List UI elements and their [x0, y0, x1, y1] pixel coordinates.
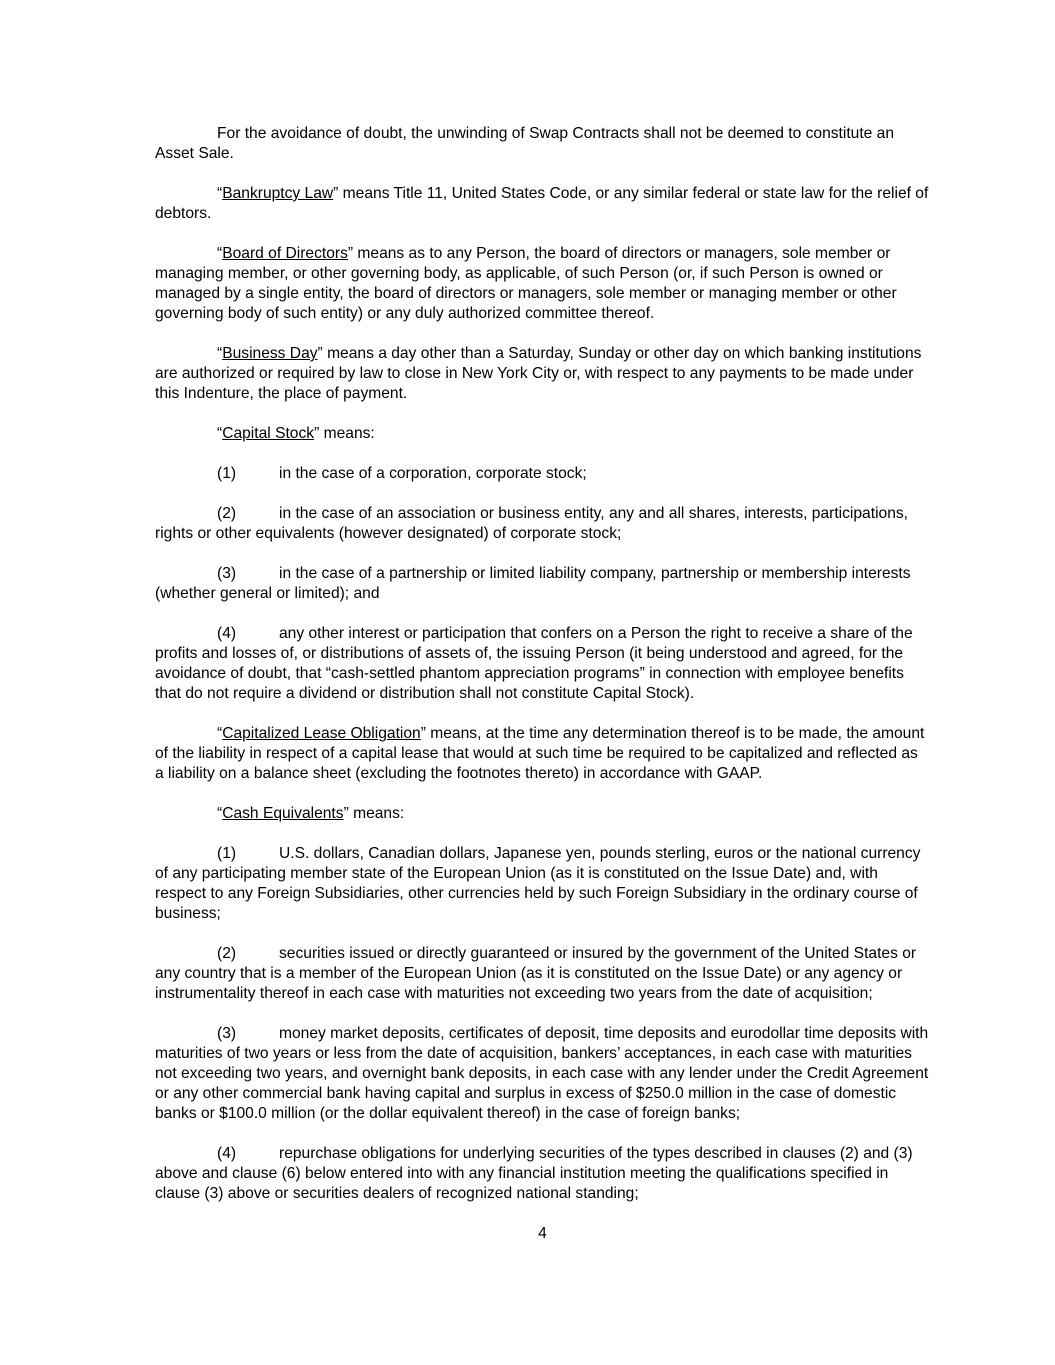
clause-number: (4): [217, 625, 237, 642]
capital-stock-clause-4: [155, 624, 930, 704]
clause-text: in the case of a corporation, corporate stock;: [279, 465, 587, 482]
definition-capitalized-lease-obligation: [155, 724, 930, 784]
defined-term: Business Day: [222, 345, 318, 362]
definition-text: ” means:: [343, 805, 405, 822]
definition-text: ” means:: [314, 425, 375, 442]
clause-number: (3): [217, 565, 237, 582]
clause-text: U.S. dollars, Canadian dollars, Japanese yen, pounds sterling, euros or the national currency of any participating member state of the European Union (as it is constituted on the Issue Date) and, with respect to any Foreign Subsidiaries, other currencies held by such Foreign Subsidiary in the ordinary course of business;: [155, 845, 921, 922]
capital-stock-clause-2: [155, 504, 930, 544]
open-quote: “: [217, 805, 223, 822]
clause-text: any other interest or participation that confers on a Person the right to receive a share of the profits and losses of, or distributions of assets of, the issuing Person (it being understood and agreed, for the avoidance of doubt, that “cash-settled phantom appreciation programs” in connection with employee benefits that do not require a dividend or distribution shall not constitute Capital Stock).: [155, 625, 913, 702]
defined-term: Bankruptcy Law: [222, 185, 334, 202]
capital-stock-clause-1: [155, 464, 930, 484]
document-page: [155, 124, 930, 1224]
open-quote: “: [217, 425, 223, 442]
open-quote: “: [217, 725, 223, 742]
defined-term: Capitalized Lease Obligation: [222, 725, 421, 742]
clause-number: (3): [217, 1025, 237, 1042]
defined-term: Capital Stock: [222, 425, 315, 442]
clause-text: securities issued or directly guaranteed or insured by the government of the United States or any country that is a member of the European Union (as it is constituted on the Issue Date) or any agency or instrumentality thereof in each case with maturities not exceeding two years from the date of acquisition;: [155, 945, 917, 1002]
definition-board-of-directors: [155, 244, 930, 324]
clause-number: (2): [217, 945, 237, 962]
definition-text: ” means as to any Person, the board of directors or managers, sole member or managing member, or other governing body, as applicable, of such Person (or, if such Person is owned or managed by a single entity, the board of directors or managers, sole member or managing member or other governing body of such entity) or any duly authorized committee thereof.: [155, 245, 897, 322]
definition-capital-stock: [155, 424, 930, 444]
open-quote: “: [217, 185, 223, 202]
cash-equivalents-clause-2: [155, 944, 930, 1004]
definition-business-day: [155, 344, 930, 404]
clause-number: (2): [217, 505, 237, 522]
definition-text: ” means, at the time any determination thereof is to be made, the amount of the liability in respect of a capital lease that would at such time be required to be capitalized and reflected as a liability on a balance sheet (excluding the footnotes thereto) in accordance with GAAP.: [155, 725, 925, 782]
clause-text: in the case of an association or business entity, any and all shares, interests, participations, rights or other equivalents (however designated) of corporate stock;: [155, 505, 909, 542]
open-quote: “: [217, 245, 223, 262]
capital-stock-clause-3: [155, 564, 930, 604]
paragraph-swap-contracts: [155, 124, 930, 164]
open-quote: “: [217, 345, 223, 362]
defined-term: Board of Directors: [222, 245, 348, 262]
definition-cash-equivalents: [155, 804, 930, 824]
clause-text: in the case of a partnership or limited liability company, partnership or membership interests (whether general or limited); and: [155, 565, 911, 602]
clause-text: repurchase obligations for underlying securities of the types described in clauses (2) and (3) above and clause (6) below entered into with any financial institution meeting the qualifications specified in clause (3) above or securities dealers of recognized national standing;: [155, 1145, 913, 1202]
cash-equivalents-clause-1: [155, 844, 930, 924]
clause-number: (4): [217, 1145, 237, 1162]
paragraph-text: For the avoidance of doubt, the unwinding of Swap Contracts shall not be deemed to constitute an Asset Sale.: [155, 125, 895, 162]
definition-bankruptcy-law: [155, 184, 930, 224]
page-number: 4: [538, 1225, 547, 1242]
definition-text: ” means a day other than a Saturday, Sunday or other day on which banking institutions are authorized or required by law to close in New York City or, with respect to any payments to be made under this Indenture, the place of payment.: [155, 345, 922, 402]
defined-term: Cash Equivalents: [222, 805, 344, 822]
cash-equivalents-clause-3: [155, 1024, 930, 1124]
definition-text: ” means Title 11, United States Code, or any similar federal or state law for the relief of debtors.: [155, 185, 929, 222]
cash-equivalents-clause-4: [155, 1144, 930, 1204]
clause-text: money market deposits, certificates of deposit, time deposits and eurodollar time deposits with maturities of two years or less from the date of acquisition, bankers’ acceptances, in each case with maturities not exceeding two years, and overnight bank deposits, in each case with any lender under the Credit Agreement or any other commercial bank having capital and surplus in excess of $250.0 million in the case of domestic banks or $100.0 million (or the dollar equivalent thereof) in the case of foreign banks;: [155, 1025, 929, 1122]
clause-number: (1): [217, 845, 237, 862]
clause-number: (1): [217, 465, 237, 482]
